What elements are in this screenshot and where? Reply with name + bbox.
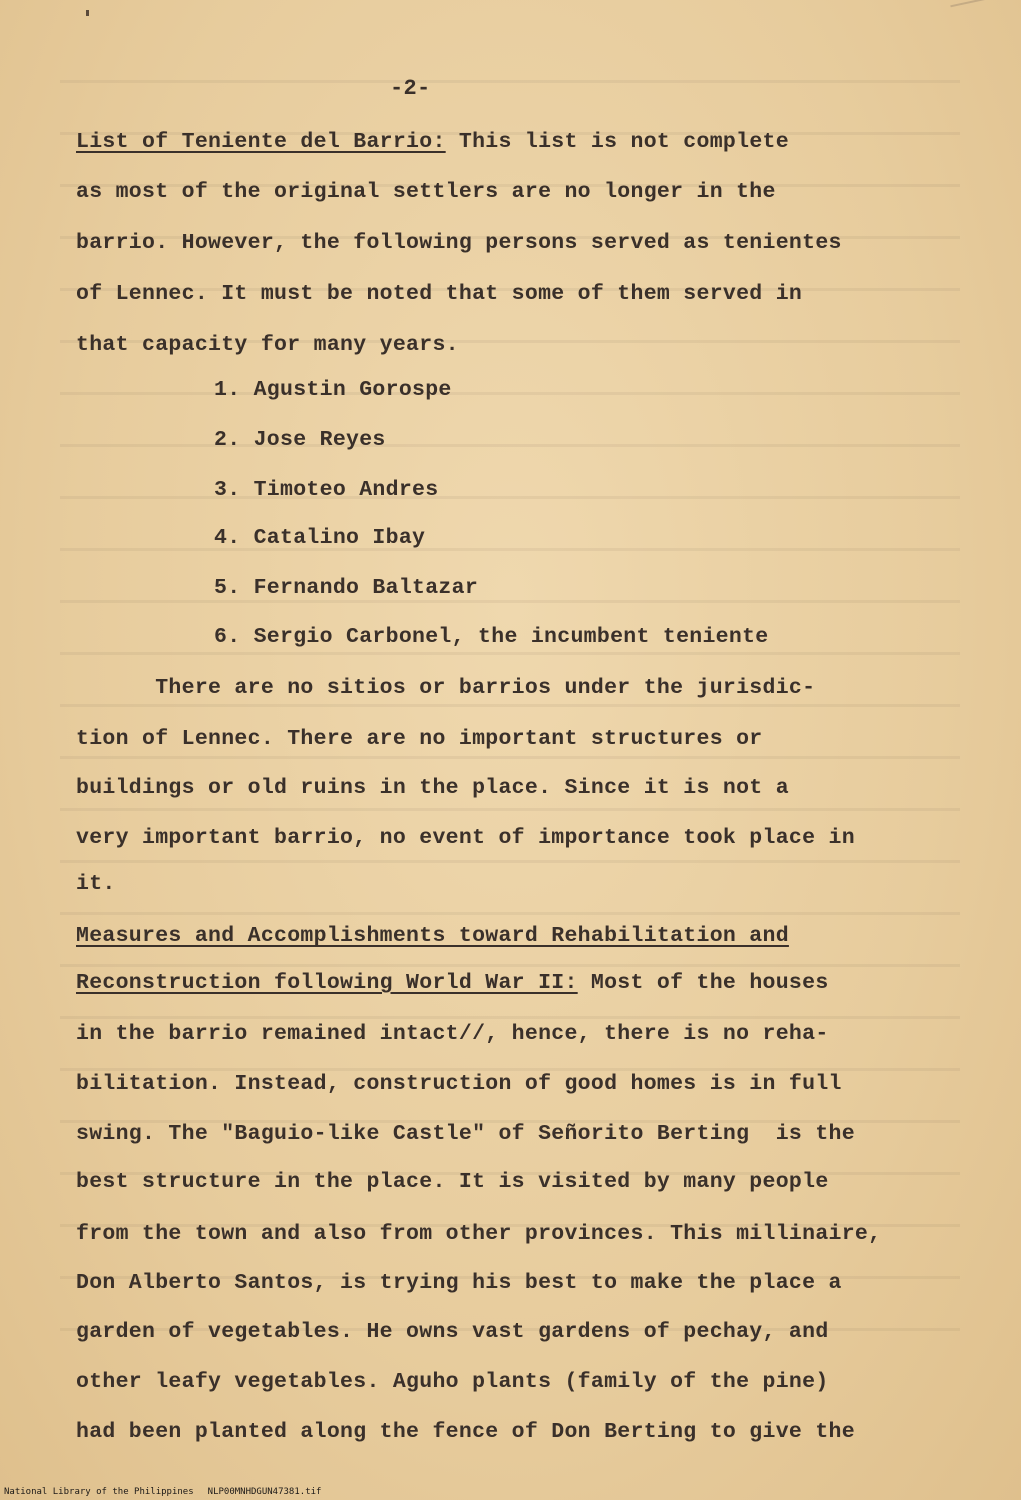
footer-file: NLP00MNHDGUN47381.tif — [207, 1487, 322, 1497]
measures-first-rest: Most of the houses — [577, 971, 829, 995]
sitios-line: buildings or old ruins in the place. Since it is not a — [76, 776, 789, 800]
teniente-item: 3. Timoteo Andres — [214, 478, 439, 502]
measures-heading-line-2 — [76, 971, 829, 995]
scan-footer — [4, 1487, 335, 1497]
measures-line: best structure in the place. It is visited by many people — [76, 1170, 829, 1194]
measures-line: in the barrio remained intact//, hence, there is no reha- — [76, 1022, 829, 1046]
measures-heading-line-1: Measures and Accomplishments toward Rehabilitation and — [76, 924, 789, 948]
measures-line: other leafy vegetables. Aguho plants (family of the pine) — [76, 1370, 829, 1394]
measures-line: had been planted along the fence of Don Berting to give the — [76, 1420, 855, 1444]
measures-line: Don Alberto Santos, is trying his best to make the place a — [76, 1271, 842, 1295]
measures-line: bilitation. Instead, construction of good homes is in full — [76, 1072, 842, 1096]
teniente-first-line — [76, 130, 789, 154]
teniente-line-0: This list is not complete — [445, 130, 789, 154]
teniente-item: 1. Agustin Gorospe — [214, 378, 452, 402]
measures-heading-2: Reconstruction following World War II: — [76, 971, 578, 995]
teniente-item: 6. Sergio Carbonel, the incumbent teniente — [214, 625, 769, 649]
teniente-item: 5. Fernando Baltazar — [214, 576, 479, 600]
teniente-line-4: that capacity for many years. — [76, 333, 459, 357]
sitios-line: it. — [76, 872, 116, 896]
sitios-line: tion of Lennec. There are no important structures or — [76, 727, 763, 751]
teniente-line-1: as most of the original settlers are no longer in the — [76, 180, 776, 204]
measures-line: from the town and also from other provinces. This millinaire, — [76, 1222, 882, 1246]
sitios-line: very important barrio, no event of importance took place in — [76, 826, 855, 850]
teniente-line-2: barrio. However, the following persons served as tenientes — [76, 231, 842, 255]
teniente-item: 2. Jose Reyes — [214, 428, 386, 452]
teniente-item: 4. Catalino Ibay — [214, 526, 426, 550]
sitios-line: There are no sitios or barrios under the jurisdic- — [76, 676, 816, 700]
stray-mark — [86, 10, 89, 16]
corner-scribble — [950, 0, 1001, 17]
teniente-heading: List of Teniente del Barrio: — [76, 130, 446, 154]
page-number: -2- — [390, 76, 431, 101]
teniente-line-3: of Lennec. It must be noted that some of them served in — [76, 282, 803, 306]
measures-line: garden of vegetables. He owns vast gardens of pechay, and — [76, 1320, 829, 1344]
measures-line: swing. The "Baguio-like Castle" of Señorito Berting is the — [76, 1122, 855, 1146]
footer-library: National Library of the Philippines — [4, 1487, 194, 1497]
